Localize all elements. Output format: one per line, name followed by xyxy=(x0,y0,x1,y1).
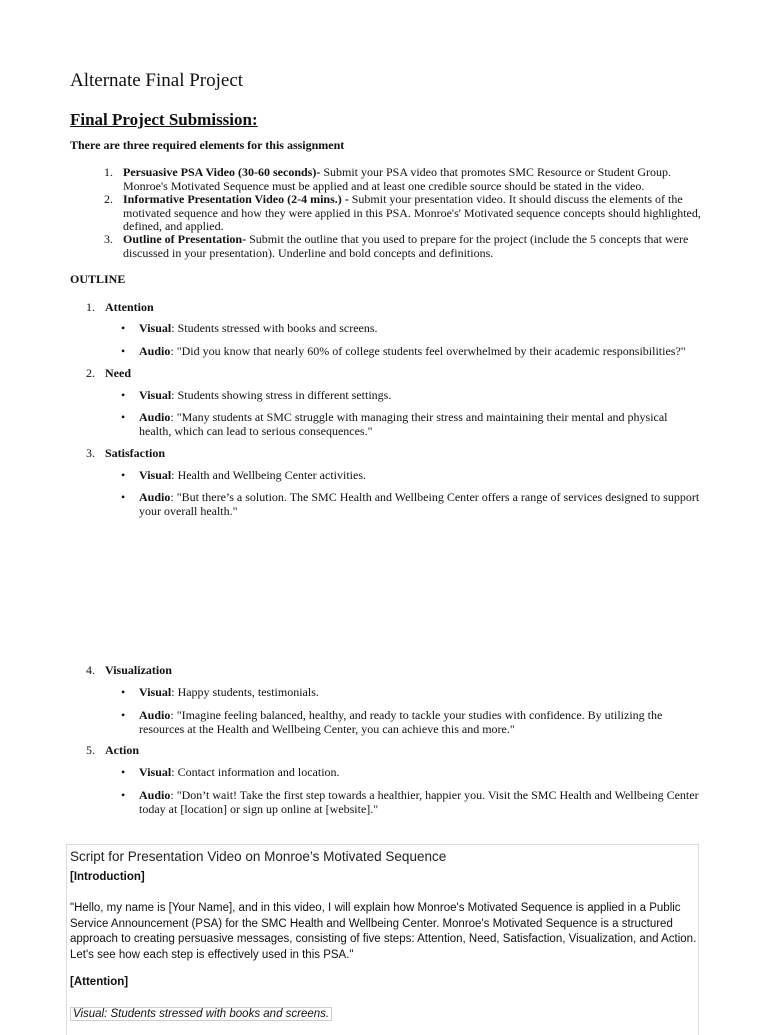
bullet-text: : Students stressed with books and screens. xyxy=(171,321,378,335)
introduction-heading: [Introduction] xyxy=(70,871,145,883)
requirement-title: Outline of Presentation- xyxy=(123,232,247,246)
section-heading: Final Project Submission: xyxy=(70,110,258,129)
requirement-title: Persuasive PSA Video (30-60 seconds)- xyxy=(123,165,321,179)
step-label: Attention xyxy=(105,300,154,314)
bullet-label: Audio xyxy=(139,344,171,358)
bullet-label: Audio xyxy=(139,788,171,802)
list-item xyxy=(121,765,701,779)
bullet-label: Audio xyxy=(139,708,171,722)
script-title: Script for Presentation Video on Monroe’s Motivated Sequence xyxy=(70,849,447,864)
list-number: 3. xyxy=(86,446,95,460)
bullet-label: Visual xyxy=(139,388,172,402)
outline-step xyxy=(86,300,154,315)
bullet-text: : "Many students at SMC struggle with managing their stress and maintaining their mental and physical health, which can lead to serious consequences." xyxy=(139,410,668,438)
list-item xyxy=(121,410,701,438)
list-item xyxy=(121,788,701,816)
intro-text: There are three required elements for this assignment xyxy=(70,138,345,152)
bullet-icon: • xyxy=(121,410,126,424)
list-number: 2. xyxy=(86,366,95,380)
bullet-text: : Happy students, testimonials. xyxy=(171,685,319,699)
outline-step xyxy=(86,366,131,381)
attention-heading: [Attention] xyxy=(70,976,129,988)
step-label: Need xyxy=(105,366,131,380)
bullet-icon: • xyxy=(121,788,126,802)
outline-step xyxy=(86,446,165,461)
bullet-text: : "Imagine feeling balanced, healthy, and ready to tackle your studies with confidence. By utilizing the resources at the Health and Wellbeing Center, you can achieve this and more." xyxy=(139,708,663,736)
bullet-label: Visual xyxy=(139,685,172,699)
list-item xyxy=(121,468,701,482)
bullet-icon: • xyxy=(121,685,126,699)
attention-visual-note: Visual: Students stressed with books and screens. xyxy=(70,1007,332,1021)
bullet-icon: • xyxy=(121,468,126,482)
step-label: Visualization xyxy=(105,663,172,677)
list-number: 3. xyxy=(104,232,113,246)
list-item xyxy=(121,685,701,699)
bullet-label: Audio xyxy=(139,410,171,424)
list-item xyxy=(121,388,701,402)
step-label: Satisfaction xyxy=(105,446,165,460)
bullet-label: Audio xyxy=(139,490,171,504)
requirement-item xyxy=(104,166,704,193)
step-label: Action xyxy=(105,743,139,757)
bullet-icon: • xyxy=(121,490,126,504)
list-item xyxy=(121,490,701,518)
bullet-icon: • xyxy=(121,344,126,358)
list-number: 5. xyxy=(86,743,95,757)
bullet-label: Visual xyxy=(139,321,172,335)
outline-step xyxy=(86,663,172,678)
bullet-text: : "But there’s a solution. The SMC Health and Wellbeing Center offers a range of services designed to support your overall health." xyxy=(139,490,700,518)
bullet-icon: • xyxy=(121,388,126,402)
bullet-text: : "Don’t wait! Take the first step towards a healthier, happier you. Visit the SMC Health and Wellbeing Center today at [location] or sign up online at [website]." xyxy=(139,788,699,816)
bullet-icon: • xyxy=(121,765,126,779)
bullet-text: : Students showing stress in different settings. xyxy=(171,388,392,402)
document-title: Alternate Final Project xyxy=(70,70,244,91)
bullet-text: : "Did you know that nearly 60% of college students feel overwhelmed by their academic responsibilities?" xyxy=(170,344,686,358)
list-item xyxy=(121,321,701,335)
requirement-item xyxy=(104,233,704,260)
requirement-text: Submit the outline that you used to prepare for the project (include the 5 concepts that were discussed in your presentation). Underline and bold concepts and definitions. xyxy=(123,232,689,260)
outline-heading: OUTLINE xyxy=(70,272,126,286)
script-panel xyxy=(66,844,699,1035)
list-item xyxy=(121,708,701,736)
requirement-text: Submit your presentation video. It should discuss the elements of the motivated sequence and how they were applied in this PSA. Monroe's' Motivated sequence concepts should highlighted, defined, and applied. xyxy=(123,192,701,233)
list-number: 2. xyxy=(104,192,113,206)
bullet-text: : Health and Wellbeing Center activities. xyxy=(171,468,366,482)
requirement-text: Submit your PSA video that promotes SMC Resource or Student Group. Monroe's Motivated Sequence must be applied and at least one credible source should be stated in the video. xyxy=(123,165,671,193)
list-number: 1. xyxy=(86,300,95,314)
list-item xyxy=(121,344,701,358)
bullet-icon: • xyxy=(121,321,126,335)
bullet-label: Visual xyxy=(139,468,172,482)
list-number: 1. xyxy=(104,165,113,179)
outline-step xyxy=(86,743,139,758)
bullet-text: : Contact information and location. xyxy=(171,765,340,779)
list-number: 4. xyxy=(86,663,95,677)
introduction-text: "Hello, my name is [Your Name], and in this video, I will explain how Monroe's Motivated Sequence is applied in a Public Service Announcement (PSA) for the SMC Health and Wellbeing Center. Monroe's Motivated Sequence is a structured approach to creating persuasive messages, consisting of five steps: Attention, Need, Satisfaction, Visualization, and Action. Let's see how each step is effectively used in this PSA." xyxy=(70,902,697,961)
bullet-label: Visual xyxy=(139,765,172,779)
requirement-title: Informative Presentation Video (2-4 mins.) - xyxy=(123,192,349,206)
bullet-icon: • xyxy=(121,708,126,722)
requirement-item xyxy=(104,193,704,234)
